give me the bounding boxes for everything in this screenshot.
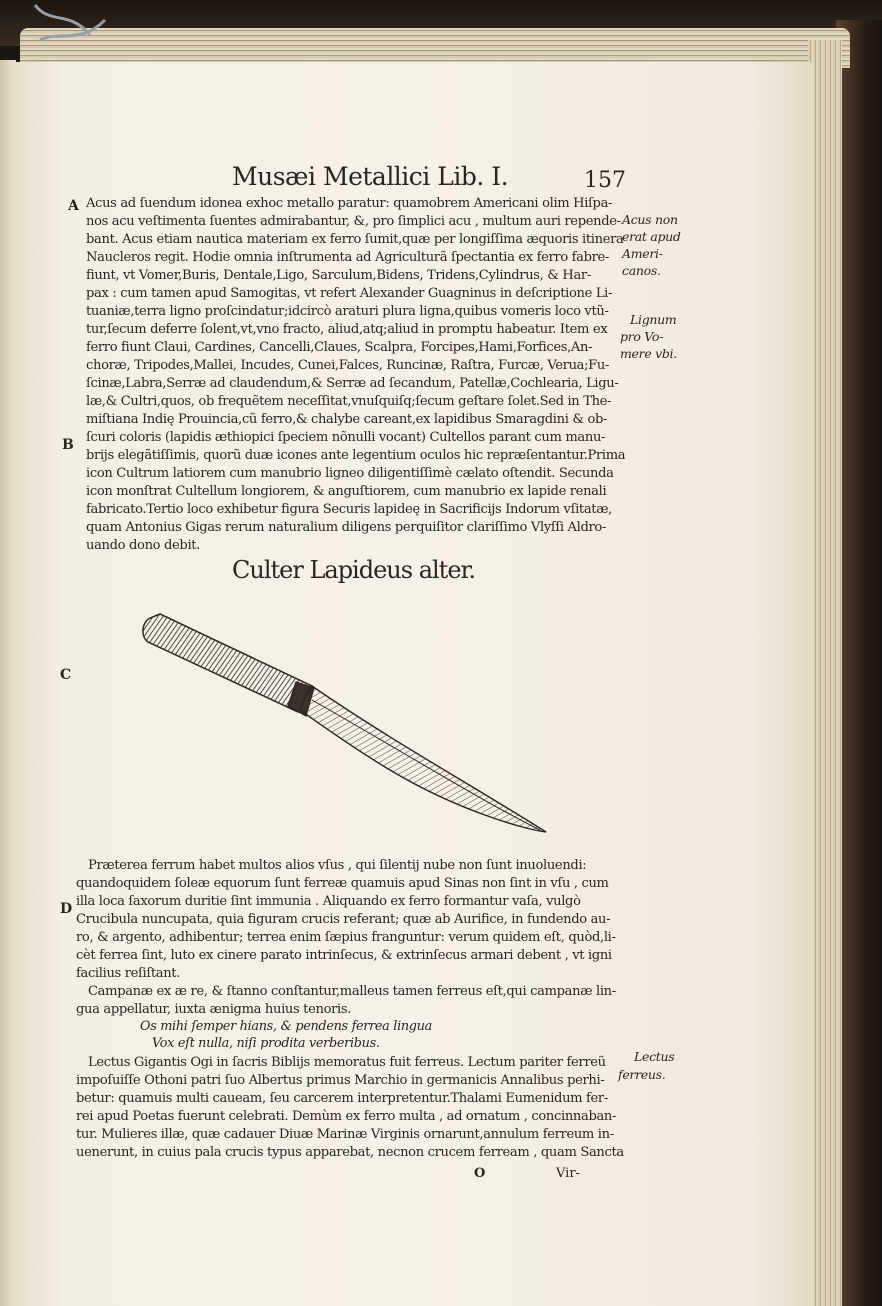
running-head: Musæi Metallici Lib. I.: [232, 162, 509, 191]
text-line: icon Cultrum latiorem cum manubrio ligneo diligentiſſimè cælato oſtendit. Secunda: [86, 466, 614, 481]
text-line: gua appellatur, iuxta ænigma huius tenoris.: [76, 1002, 352, 1017]
text-line: ſcuri coloris (lapidis æthiopici ſpeciem nõnulli vocant) Cultellos parant cum manu-: [86, 430, 606, 445]
verse-line: Vox eſt nulla, niſi prodita verberibus.: [152, 1036, 380, 1051]
text-line: læ,& Cultri,quos, ob frequẽtem neceſſitat,vnuſquiſq;ſecum geſtare ſolet.Sed in The-: [86, 394, 612, 409]
margin-note-line: mere vbi.: [620, 346, 677, 361]
text-line: cèt ferrea ſint, luto ex cinere parato intrinſecus, & extrinſecus armari debent , vt igni: [76, 948, 612, 963]
margin-note-line: erat apud: [622, 229, 681, 244]
verse-line: Os mihi ſemper hians, & pendens ferrea lingua: [140, 1019, 432, 1034]
margin-note-line: Lectus: [634, 1049, 675, 1064]
margin-note-line: pro Vo-: [620, 329, 664, 344]
margin-note-line: Ameri-: [622, 246, 663, 261]
text-line: ſcinæ,Labra,Serræ ad claudendum,& Serræ ad ſecandum, Patellæ,Cochlearia, Ligu-: [86, 376, 619, 391]
text-line: uando dono debit.: [86, 538, 201, 553]
section-marker-c: C: [60, 667, 72, 683]
text-line: tur,ſecum deferre ſolent,vt,vno fracto, aliud,atq;aliud in promptu habeatur. Item ex: [86, 322, 608, 337]
text-line: bant. Acus etiam nautica materiam ex ferro ſumit,quæ per longiſſima æquoris itinera: [86, 232, 624, 247]
text-line: ferro fiunt Claui, Cardines, Cancelli,Claues, Scalpra, Forcipes,Hami,Forfices,An-: [86, 340, 593, 355]
text-line: facilius reſiſtant.: [76, 966, 181, 981]
text-line: quandoquidem ſoleæ equorum ſunt ferreæ quamuis apud Sinas non ſint in vſu , cum: [76, 876, 609, 891]
text-line: fiunt, vt Vomer,Buris, Dentale,Ligo, Sarculum,Bidens, Tridens,Cylindrus, & Har-: [86, 268, 591, 283]
text-line: pax : cum tamen apud Samogitas, vt refert Alexander Guagninus in deſcriptione Li-: [86, 286, 613, 301]
margin-note-line: ferreus.: [618, 1067, 666, 1082]
text-line: impoſuiſſe Othoni patri ſuo Albertus primus Marchio in germanicis Annalibus perhi-: [76, 1073, 605, 1088]
text-line: brijs elegãtiſſimis, quorũ duæ icones ante legentium oculos hic repræſentantur.Prima: [86, 448, 626, 463]
text-line: tuaniæ,terra ligno proſcindatur;idcircò araturi plura ligna,quibus vomeris loco vtũ-: [86, 304, 609, 319]
text-line: ro, & argento, adhibentur; terrea enim ſæpius franguntur: verum quidem eſt, quòd,li-: [76, 930, 616, 945]
section-marker-d: D: [60, 901, 73, 917]
text-line: Præterea ferrum habet multos alios vſus , qui ſilentij nube non ſunt inuoluendi:: [88, 858, 587, 873]
text-line: rei apud Poetas fuerunt celebrati. Demùm ex ferro multa , ad ornatum , concinnaban-: [76, 1109, 617, 1124]
text-line: Campanæ ex æ re, & ſtanno conſtantur,malleus tamen ferreus eſt,qui campanæ lin-: [88, 984, 616, 999]
text-line: Acus ad ſuendum idonea exhoc metallo paratur: quamobrem Americani olim Hiſpa-: [86, 196, 613, 211]
text-line: Naucleros regit. Hodie omnia inſtrumenta ad Agriculturã ſpectantia ex ferro fabre-: [86, 250, 610, 265]
stone-knife-illustration: [130, 600, 560, 850]
catchword: Vir-: [556, 1166, 580, 1181]
margin-note-line: Lignum: [630, 312, 677, 327]
margin-note-line: canos.: [622, 263, 661, 278]
text-line: quam Antonius Gigas rerum naturalium diligens perquiſitor clariſſimo Vlyſſi Aldro-: [86, 520, 607, 535]
page-number: 157: [584, 168, 626, 193]
text-line: illa loca ſaxorum duritie ſint immunia . Aliquando ex ferro formantur vaſa, vulgò: [76, 894, 581, 909]
text-line: nos acu veſtimenta ſuentes admirabantur, &, pro ſimplici acu , multum auri repende-: [86, 214, 621, 229]
signature-mark: O: [474, 1166, 486, 1181]
text-line: uenerunt, in cuius pala crucis typus apparebat, necnon crucem ferream , quam Sancta: [76, 1145, 624, 1160]
margin-note-line: Acus non: [622, 212, 678, 227]
book-cover-edge: [836, 20, 882, 1306]
figure-caption: Culter Lapideus alter.: [232, 556, 475, 584]
text-line: Lectus Gigantis Ogi in ſacris Biblijs memoratus fuit ferreus. Lectum pariter ferreũ: [88, 1055, 606, 1070]
text-line: fabricato.Tertio loco exhibetur figura Securis lapideę in Sacrificijs Indorum vſitatæ,: [86, 502, 612, 517]
binding-thread: [30, 0, 110, 50]
text-line: tur. Mulieres illæ, quæ cadauer Diuæ Marinæ Virginis ornarunt,annulum ferreum in-: [76, 1127, 614, 1142]
text-line: betur: quamuis multi caueam, ſeu carcerem interpretentur.Thalami Eumenidum fer-: [76, 1091, 608, 1106]
text-line: Crucibula nuncupata, quia figuram crucis referant; quæ ab Aurifice, in fundendo au-: [76, 912, 611, 927]
text-line: choræ, Tripodes,Mallei, Incudes, Cunei,Falces, Runcinæ, Raſtra, Furcæ, Verua;Fu-: [86, 358, 610, 373]
section-marker-b: B: [62, 437, 74, 453]
section-marker-a: A: [68, 198, 79, 214]
text-line: miſtiana Indię Prouincia,cũ ferro,& chalybe careant,ex lapidibus Smaragdini & ob-: [86, 412, 608, 427]
text-line: icon monſtrat Cultellum longiorem, & anguſtiorem, cum manubrio ex lapide renali: [86, 484, 607, 499]
